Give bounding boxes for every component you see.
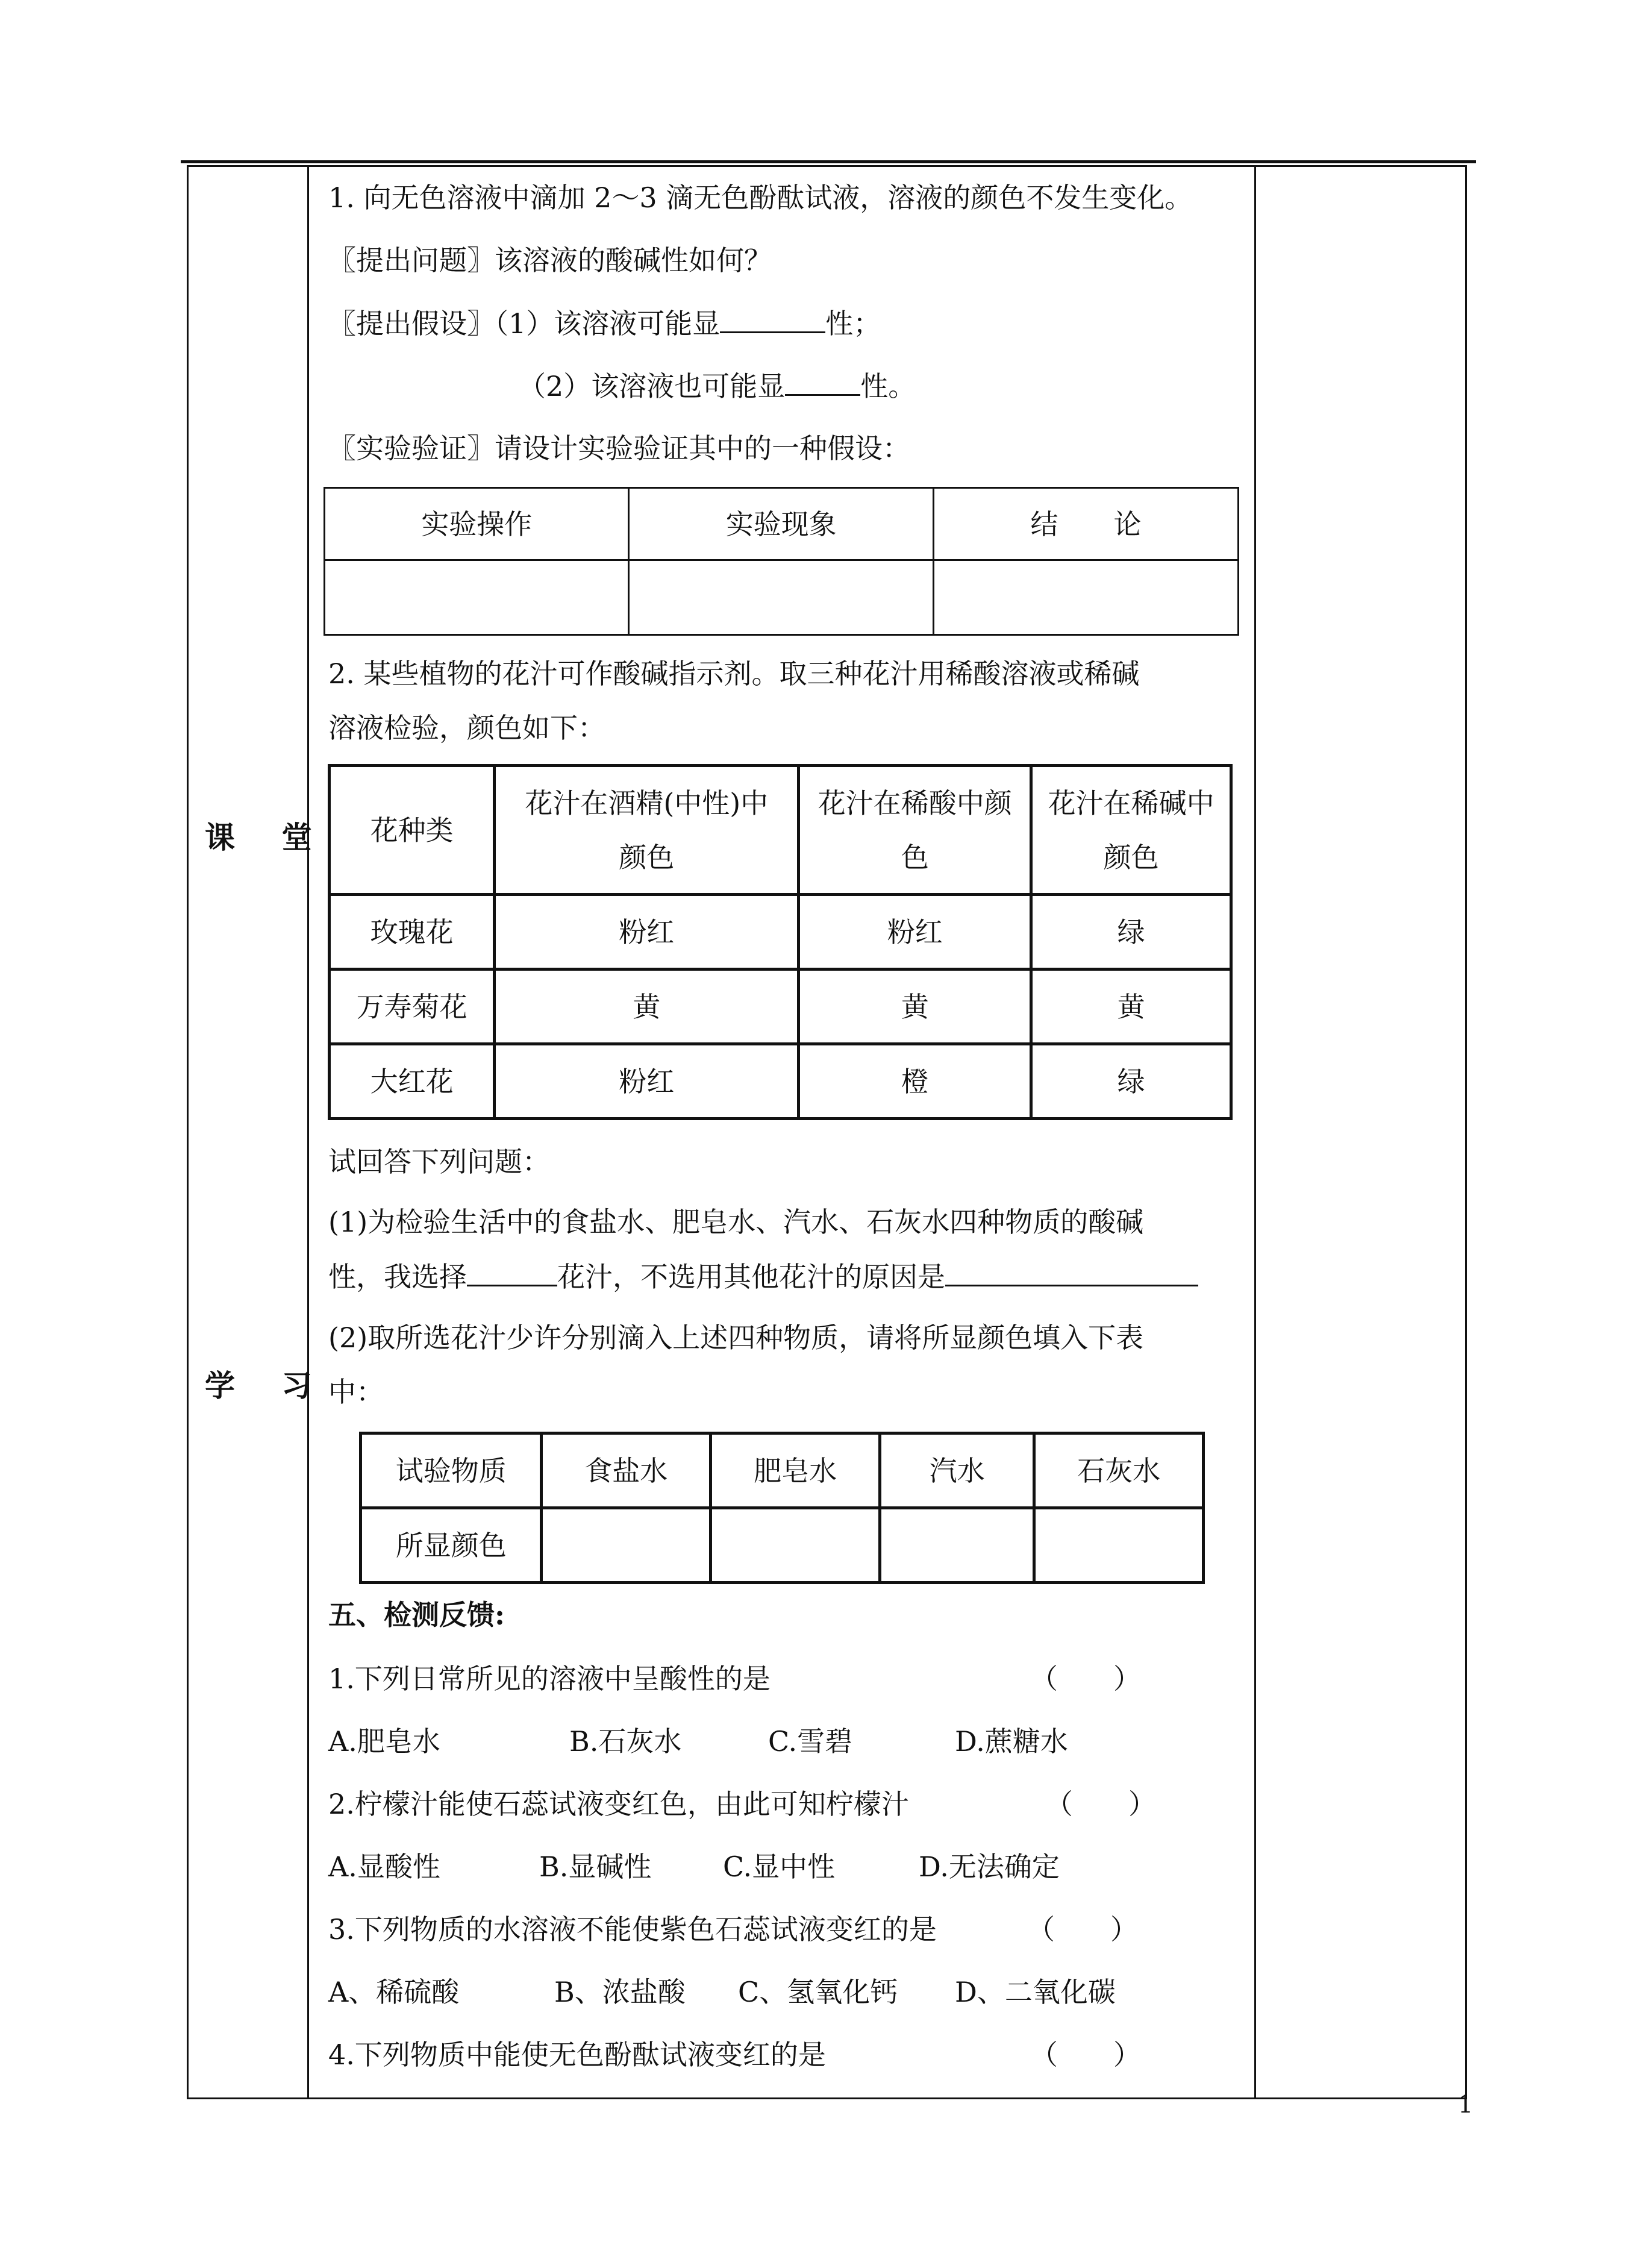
answer-blank[interactable] bbox=[720, 305, 825, 333]
table-cell: 大红花 bbox=[330, 1044, 495, 1119]
feedback-q1: 1.下列日常所见的溶液中呈酸性的是 bbox=[328, 1662, 771, 1695]
table-cell: 黄 bbox=[799, 970, 1031, 1044]
q2-ask: 试回答下列问题： bbox=[328, 1145, 550, 1178]
table-cell: 绿 bbox=[1031, 1044, 1231, 1119]
feedback-q3-option-c[interactable]: C、氢氧化钙 bbox=[738, 1976, 898, 2008]
feedback-q1-paren[interactable]: （ ） bbox=[1030, 1662, 1141, 1695]
feedback-q2: 2.柠檬汁能使石蕊试液变红色，由此可知柠檬汁 bbox=[328, 1788, 909, 1820]
feedback-q3-paren[interactable]: （ ） bbox=[1027, 1913, 1138, 1946]
table-cell: 万寿菊花 bbox=[330, 970, 495, 1044]
q2-sub1-line2: 性，我选择 花汁，不选用其他花汁的原因是 bbox=[328, 1258, 1198, 1295]
answer-blank[interactable] bbox=[785, 368, 860, 396]
substance-table-header: 试验物质 bbox=[361, 1433, 542, 1508]
substance-table-header: 食盐水 bbox=[542, 1433, 711, 1508]
flower-table-header: 花种类 bbox=[330, 766, 495, 895]
side-label-ketang: 课 堂 bbox=[205, 819, 330, 855]
table-cell: 绿 bbox=[1031, 895, 1231, 970]
experiment-table bbox=[324, 487, 1239, 636]
experiment-table-header: 实验操作 bbox=[325, 488, 629, 560]
flower-table-header: 花汁在稀酸中颜 色 bbox=[799, 766, 1031, 895]
feedback-q4: 4.下列物质中能使无色酚酞试液变红的是 bbox=[328, 2038, 826, 2071]
feedback-q1-option-b[interactable]: B.石灰水 bbox=[569, 1725, 682, 1758]
frame-col2-border bbox=[1254, 165, 1256, 2099]
table-row bbox=[330, 895, 1231, 970]
experiment-table-cell[interactable] bbox=[325, 560, 629, 635]
feedback-q2-option-d[interactable]: D.无法确定 bbox=[919, 1850, 1060, 1883]
answer-blank[interactable] bbox=[945, 1258, 1198, 1286]
header-rule bbox=[181, 160, 1476, 163]
substance-table-header: 肥皂水 bbox=[711, 1433, 880, 1508]
q1-problem: 〖提出问题〗该溶液的酸碱性如何？ bbox=[328, 244, 772, 277]
side-label-xuexi: 学 习 bbox=[205, 1368, 330, 1403]
experiment-table-cell[interactable] bbox=[629, 560, 933, 635]
q2-intro-line1: 2. 某些植物的花汁可作酸碱指示剂。取三种花汁用稀酸溶液或稀碱 bbox=[328, 657, 1140, 690]
feedback-q1-option-d[interactable]: D.蔗糖水 bbox=[955, 1725, 1068, 1758]
feedback-q4-paren[interactable]: （ ） bbox=[1030, 2038, 1141, 2071]
flower-table-header: 花汁在稀碱中 颜色 bbox=[1031, 766, 1231, 895]
table-cell: 黄 bbox=[495, 970, 799, 1044]
table-row bbox=[330, 970, 1231, 1044]
table-cell: 粉红 bbox=[799, 895, 1031, 970]
table-cell: 黄 bbox=[1031, 970, 1231, 1044]
feedback-title: 五、检测反馈: bbox=[328, 1599, 505, 1631]
experiment-table-header: 实验现象 bbox=[629, 488, 933, 560]
experiment-table-cell[interactable] bbox=[933, 560, 1238, 635]
q2-sub2-line2: 中： bbox=[328, 1376, 384, 1408]
feedback-q2-option-a[interactable]: A.显酸性 bbox=[328, 1850, 440, 1883]
substance-table-cell[interactable] bbox=[880, 1508, 1034, 1583]
feedback-q3: 3.下列物质的水溶液不能使紫色石蕊试液变红的是 bbox=[328, 1913, 937, 1946]
flower-indicator-table bbox=[328, 764, 1233, 1120]
test-substance-table bbox=[359, 1432, 1205, 1584]
feedback-q3-option-a[interactable]: A、稀硫酸 bbox=[328, 1976, 460, 2008]
flower-table-header: 花汁在酒精(中性)中 颜色 bbox=[495, 766, 799, 895]
feedback-q3-option-b[interactable]: B、浓盐酸 bbox=[554, 1976, 686, 2008]
feedback-q2-option-c[interactable]: C.显中性 bbox=[723, 1850, 836, 1883]
q1-hypothesis-2: （2）该溶液也可能显 性。 bbox=[518, 368, 916, 404]
substance-table-cell[interactable] bbox=[711, 1508, 880, 1583]
feedback-q2-option-b[interactable]: B.显碱性 bbox=[539, 1850, 652, 1883]
table-row bbox=[330, 1044, 1231, 1119]
feedback-q1-option-c[interactable]: C.雪碧 bbox=[768, 1725, 853, 1758]
feedback-q1-option-a[interactable]: A.肥皂水 bbox=[328, 1725, 440, 1758]
q1-verify: 〖实验验证〗请设计实验验证其中的一种假设： bbox=[328, 432, 910, 465]
frame-col1-border bbox=[307, 165, 309, 2099]
q1-hypothesis-1: 〖提出假设〗（1）该溶液可能显 性； bbox=[328, 305, 881, 342]
substance-table-row-label: 所显颜色 bbox=[361, 1508, 542, 1583]
q2-sub2-line1: (2)取所选花汁少许分别滴入上述四种物质，请将所显颜色填入下表 bbox=[328, 1321, 1144, 1354]
q2-sub1-line1: (1)为检验生活中的食盐水、肥皂水、汽水、石灰水四种物质的酸碱 bbox=[328, 1206, 1144, 1238]
q2-intro-line2: 溶液检验，颜色如下： bbox=[328, 712, 605, 744]
frame-top-border bbox=[187, 165, 1467, 167]
substance-table-cell[interactable] bbox=[542, 1508, 711, 1583]
feedback-q2-paren[interactable]: （ ） bbox=[1045, 1788, 1156, 1820]
table-cell: 粉红 bbox=[495, 1044, 799, 1119]
experiment-table-header: 结 论 bbox=[933, 488, 1238, 560]
table-cell: 橙 bbox=[799, 1044, 1031, 1119]
frame-bottom-border bbox=[187, 2097, 1467, 2099]
substance-table-header: 石灰水 bbox=[1034, 1433, 1204, 1508]
page-number: 1 bbox=[1458, 2091, 1474, 2119]
frame-right-border bbox=[1465, 165, 1467, 2099]
substance-table-header: 汽水 bbox=[880, 1433, 1034, 1508]
answer-blank[interactable] bbox=[467, 1258, 557, 1286]
feedback-q3-option-d[interactable]: D、二氧化碳 bbox=[955, 1976, 1116, 2008]
table-cell: 粉红 bbox=[495, 895, 799, 970]
frame-left-border bbox=[187, 165, 189, 2099]
substance-table-cell[interactable] bbox=[1034, 1508, 1204, 1583]
q1-intro: 1. 向无色溶液中滴加 2～3 滴无色酚酞试液，溶液的颜色不发生变化。 bbox=[328, 181, 1193, 214]
table-cell: 玫瑰花 bbox=[330, 895, 495, 970]
